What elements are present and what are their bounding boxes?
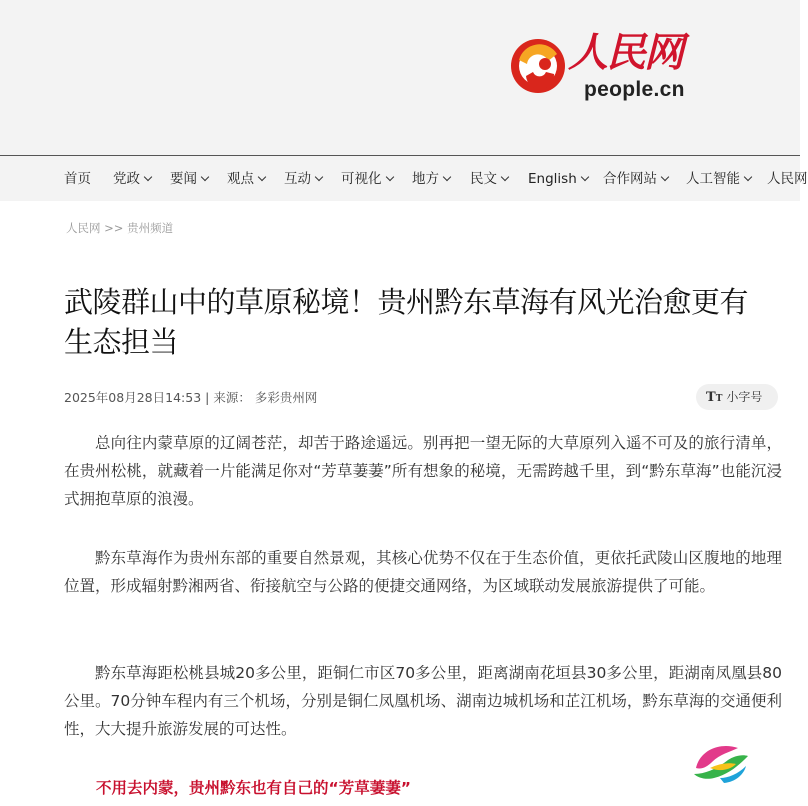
site-header bbox=[0, 0, 800, 155]
nav-item-people[interactable]: 人民网 bbox=[767, 171, 808, 187]
article-paragraph: 黔东草海距松桃县城20多公里，距铜仁市区70多公里，距离湖南花垣县30多公里，距湖南凤凰县80公里。70分钟车程内有三个机场，分别是铜仁凤凰机场、湖南边城机场和芷江机场，黔东草海的交通便利性，大大提升旅游发展的可达性。 bbox=[64, 664, 782, 738]
chevron-down-icon bbox=[581, 173, 589, 181]
people-daily-logo[interactable] bbox=[508, 30, 688, 102]
article-subheading: 不用去内蒙，贵州黔东也有自己的“芳草萋萋” bbox=[96, 779, 411, 797]
nav-item-partners[interactable]: 合作网站 bbox=[603, 170, 668, 188]
font-size-toggle-button[interactable] bbox=[696, 384, 778, 410]
nav-item-local[interactable]: 地方 bbox=[412, 170, 450, 188]
chevron-down-icon bbox=[744, 173, 752, 181]
breadcrumb-separator: >> bbox=[104, 221, 124, 235]
article-title: 武陵群山中的草原秘境！贵州黔东草海有风光治愈更有生态担当 bbox=[64, 285, 749, 359]
article-meta bbox=[64, 388, 317, 406]
source-label: 来源： bbox=[213, 390, 251, 405]
logo-chinese-text: 人民网 bbox=[568, 29, 682, 76]
chevron-down-icon bbox=[385, 173, 393, 181]
nav-item-ai[interactable]: 人工智能 bbox=[686, 170, 751, 188]
guizhou-channel-logo-icon[interactable] bbox=[690, 738, 752, 786]
nav-item-ethnic[interactable]: 民文 bbox=[470, 170, 508, 188]
breadcrumb-home-link[interactable]: 人民网 bbox=[66, 221, 101, 235]
chevron-down-icon bbox=[501, 173, 509, 181]
meta-separator: | bbox=[205, 390, 214, 405]
logo-emblem-icon bbox=[508, 34, 568, 96]
nav-item-visual[interactable]: 可视化 bbox=[341, 170, 393, 188]
nav-item-home[interactable]: 首页 bbox=[64, 171, 91, 187]
logo-english-text: people.cn bbox=[584, 78, 685, 101]
article-paragraph: 黔东草海作为贵州东部的重要自然景观，其核心优势不仅在于生态价值，更依托武陵山区腹地的地理位置，形成辐射黔湘两省、衔接航空与公路的便捷交通网络，为区域联动发展旅游提供了可能。 bbox=[64, 549, 782, 595]
breadcrumb-channel-link[interactable]: 贵州频道 bbox=[127, 221, 174, 235]
chevron-down-icon bbox=[201, 173, 209, 181]
nav-item-party[interactable]: 党政 bbox=[113, 170, 151, 188]
nav-item-news[interactable]: 要闻 bbox=[170, 170, 208, 188]
chevron-down-icon bbox=[258, 173, 266, 181]
nav-item-english[interactable]: English bbox=[528, 170, 588, 188]
source-name[interactable]: 多彩贵州网 bbox=[254, 390, 318, 405]
nav-item-interactive[interactable]: 互动 bbox=[284, 170, 322, 188]
font-size-label: 小字号 bbox=[726, 390, 763, 404]
text-size-icon: TT bbox=[706, 390, 723, 405]
chevron-down-icon bbox=[144, 173, 152, 181]
chevron-down-icon bbox=[661, 173, 669, 181]
main-nav bbox=[0, 155, 808, 201]
chevron-down-icon bbox=[315, 173, 323, 181]
chevron-down-icon bbox=[443, 173, 451, 181]
nav-item-opinion[interactable]: 观点 bbox=[227, 170, 265, 188]
breadcrumb bbox=[66, 220, 173, 236]
publish-datetime: 2025年08月28日14:53 bbox=[64, 390, 202, 405]
article-paragraph: 总向往内蒙草原的辽阔苍茫，却苦于路途遥远。别再把一望无际的大草原列入遥不可及的旅行清单，在贵州松桃，就藏着一片能满足你对“芳草萋萋”所有想象的秘境，无需跨越千里，到“黔东草海”也能沉浸式拥抱草原的浪漫。 bbox=[64, 434, 782, 508]
